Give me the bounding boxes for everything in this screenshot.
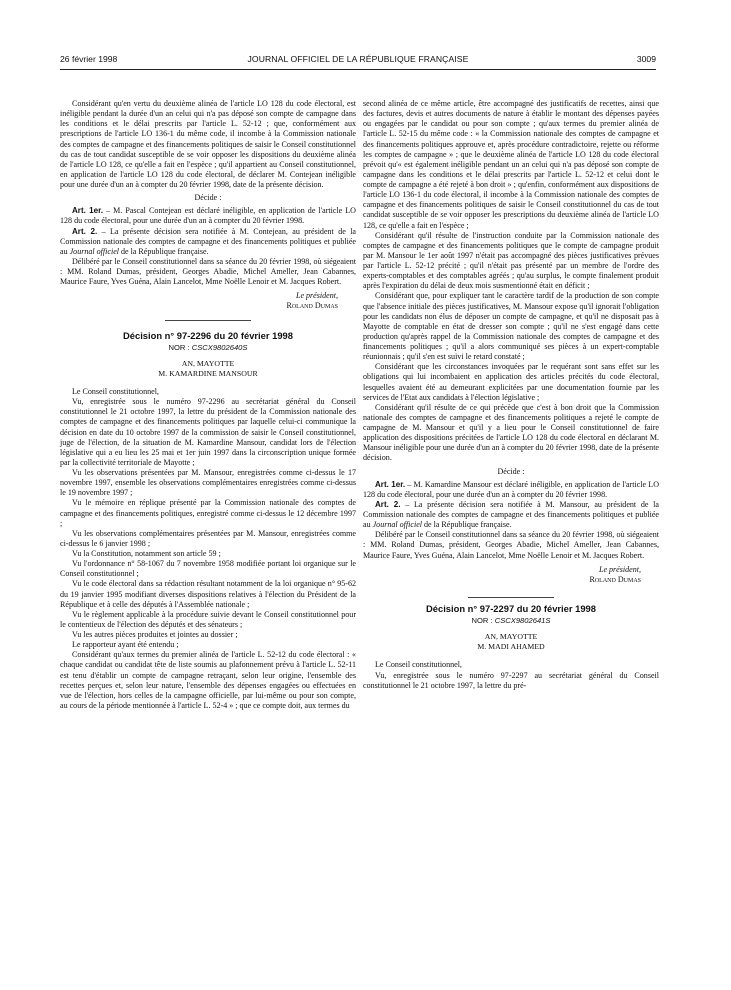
header-rule [60, 69, 656, 70]
paragraph: second alinéa de ce même article, être accompagné des justificatifs de recettes, ainsi que des factures, devis et autres documents de nature à établir le montant des dépenses payées ou engagées par le candidat ou pour son compte ; qu'aux termes du premier alinéa de l'article L. 52-15 du même code : « la Commission nationale des comptes de campagne et des financements politiques approuve et, après procédure contradictoire, rejette ou réforme les comptes de campagne » ; que le deuxième alinéa de l'article LO 128 du code électoral prévoit qu'« est également inéligible pendant un an celui qui n'a pas déposé son compte de campagne dans les conditions et le délai prescrits par l'article L. 52-12 et celui dont le compte de campagne a été rejeté à bon droit » ; qu'enfin, conformément aux dispositions de l'article LO 136-1 du code électoral, il incombe à la Commission nationale des comptes de campagne et des financements politiques de saisir le Conseil constitutionnel du cas de tout candidat susceptible de se voir opposer les prescriptions du deuxième alinéa de l'article LO 128, ce qu'elle a fait en l'espèce ; [363, 99, 659, 230]
article-text: – La présente décision sera notifiée à M. Mansour, au président de la Commission nationale des comptes de campagne et des financements politiques et publiée au [363, 499, 659, 530]
party-line: M. MADI AHAMED [477, 642, 545, 652]
paragraph: Le Conseil constitutionnel, [72, 387, 159, 396]
party-line: M. KAMARDINE MANSOUR [158, 368, 258, 378]
paragraph: Considérant que, pour expliquer tant le caractère tardif de la production de son compte que l'absence initiale des pièces justificatives, M. Mansour expose qu'il ignorait l'obligation pour les candidats non élus de déposer un compte de campagne, et qu'il ne disposait pas à Mayotte de comptable en état de dresser son compte ; qu'il ne s'est engagé dans cette production qu'après rappel de la Commission nationale des comptes de campagne et des financements politiques ; qu'il a alors communiqué ses pièces à un expert-comptable réunionnais ; qu'il s'en est suivi le retard constaté ; [363, 291, 659, 362]
deliberation: Délibéré par le Conseil constitutionnel dans sa séance du 20 février 1998, où siégeaient : MM. Roland Dumas, président, Georges Abadie, Michel Ameller, Jean Cabannes, Maurice Faure, Yves Guéna, Alain Lancelot, Mme Noëlle Lenoir et M. Jacques Robert. [363, 530, 659, 560]
article-1 [363, 480, 659, 500]
journal-name: Journal officiel [69, 246, 119, 256]
section-divider [468, 597, 554, 598]
paragraph: Vu, enregistrée sous le numéro 97-2297 au secrétariat général du Conseil constitutionnel le 21 octobre 1997, la lettre du pré- [363, 670, 659, 690]
header-date: 26 février 1998 [60, 54, 118, 64]
nor-code: CSCX9802640S [191, 342, 248, 352]
journal-name: Journal officiel [372, 520, 422, 530]
article-label: Art. 2. [72, 226, 98, 236]
paragraph: Considérant qu'en vertu du deuxième alinéa de l'article LO 128 du code électoral, est inéligible pendant la durée d'un an celui qui n'a pas déposé son compte de campagne dans les conditions et le délai prescrits par l'article L. 52-12 ; que, conformément aux prescriptions de l'article LO 136-1 du même code, il incombe à la Commission nationale des comptes de campagne et des financements politiques de saisir le Conseil constitutionnel du cas de tout candidat susceptible de se voir opposer les dispositions du deuxième alinéa de l'article LO 128, ce qu'elle a fait en l'espèce ; qu'il appartient au Conseil constitutionnel, en application de l'article LO 128 du code électoral, de déclarer M. Contejean inéligible pour une durée d'un an à compter du 20 février 1998, date de la présente décision. [60, 99, 356, 189]
header-journal-title: JOURNAL OFFICIEL DE LA RÉPUBLIQUE FRANÇAISE [247, 54, 469, 64]
paragraph: Considérant qu'il résulte de ce qui précède que c'est à bon droit que la Commission nationale des comptes de campagne et des financements politiques a rejeté le compte de campagne de M. Mansour et qu'il y a lieu pour le Conseil constitutionnel de faire application des dispositions précitées de l'article LO 128 du code électoral en déclarant M. Mansour inéligible pour une durée d'un an à compter du 20 février 1998, date de la présente décision. [363, 402, 659, 463]
article-label: Art. 1er. [375, 479, 406, 489]
article-text: – M. Pascal Contejean est déclaré inéligible, en application de l'article LO 128 du code électoral, pour une durée d'un an à compter du 20 février 1998. [60, 206, 356, 226]
right-column [363, 99, 659, 691]
paragraph: Considérant qu'il résulte de l'instruction conduite par la Commission nationale des comptes de campagne et des financements politiques que le compte de campagne produit par M. Mansour le 1er août 1997 n'était pas accompagné des pièces justificatives prévues par l'article L. 52-12 précité ; qu'il n'était pas présenté par un membre de l'ordre des experts-comptables et des comptables agréés ; qu'au surplus, le compte finalement produit après l'expiration du délai de deux mois susmentionné était en déficit ; [363, 230, 659, 291]
paragraph: Vu l'ordonnance n° 58-1067 du 7 novembre 1958 modifiée portant loi organique sur le Conseil constitutionnel ; [60, 559, 356, 579]
paragraph: Vu le mémoire en réplique présenté par la Commission nationale des comptes de campagne et des financements politiques, enregistré comme ci-dessus le 12 décembre 1997 ; [60, 498, 356, 528]
deliberation: Délibéré par le Conseil constitutionnel dans sa séance du 20 février 1998, où siégeaient : MM. Roland Dumas, président, Georges Abadie, Michel Ameller, Jean Cabannes, Maurice Faure, Yves Guéna, Alain Lancelot, Mme Noëlle Lenoir et M. Jacques Robert. [60, 256, 356, 287]
nor-label: NOR : [168, 342, 192, 352]
article-text: – La présente décision sera notifiée à M. Contejean, au président de la Commission nationale des comptes de campagne et des financements politiques et publiée au [60, 226, 356, 256]
decide-heading: Décide : [497, 466, 525, 476]
signature-title: Le président, [295, 291, 338, 301]
nor-reference [60, 343, 356, 353]
article-text: de la République française. [119, 246, 209, 256]
signature-title: Le président, [598, 564, 641, 574]
paragraph: Vu la Constitution, notamment son article 59 ; [72, 549, 221, 558]
decision-title: Décision n° 97-2296 du 20 février 1998 [123, 329, 293, 341]
article-2 [60, 227, 356, 257]
spacer [363, 652, 659, 660]
nor-reference [363, 616, 659, 626]
paragraph: Vu, enregistrée sous le numéro 97-2296 au secrétariat général du Conseil constitutionnel le 21 octobre 1997, la lettre du président de la Commission nationale des comptes de campagne et des financements politiques par laquelle celui-ci communique la décision en date du 10 octobre 1997 de la commission de saisir le Conseil constitutionnel, juge de l'élection, de la situation de M. Kamardine Mansour, candidat lors de l'élection législative qui a eu lieu les 25 mai et 1er juin 1997 dans la circonscription unique formée par la collectivité territoriale de Mayotte ; [60, 397, 356, 467]
paragraph: Le rapporteur ayant été entendu ; [72, 640, 179, 650]
decision-title: Décision n° 97-2297 du 20 février 1998 [426, 602, 596, 614]
party-line: AN, MAYOTTE [484, 632, 538, 642]
paragraph: Vu les autres pièces produites et jointes au dossier ; [72, 630, 238, 639]
paragraph: Considérant que les circonstances invoquées par le requérant sont sans effet sur les obligations qui lui incombaient en application des articles précités du code électoral, lesquelles avaient été au demeurant explicitées par une documentation fournie par les services de l'Etat aux candidats à l'élection législative ; [363, 362, 659, 402]
nor-code: CSCX9802641S [494, 616, 551, 625]
paragraph: Vu les observations complémentaires présentées par M. Mansour, enregistrées comme ci-dessus le 6 janvier 1998 ; [60, 528, 356, 548]
article-2 [363, 500, 659, 530]
article-label: Art. 1er. [72, 206, 104, 216]
paragraph: Le Conseil constitutionnel, [375, 660, 462, 670]
party-line: AN, MAYOTTE [181, 358, 235, 368]
article-1 [60, 206, 356, 226]
spacer [60, 379, 356, 387]
section-divider [165, 320, 251, 321]
decide-heading: Décide : [194, 193, 222, 203]
nor-label: NOR : [471, 616, 495, 625]
paragraph: Considérant qu'aux termes du premier alinéa de l'article L. 52-12 du code électoral : « chaque candidat ou candidat tête de liste soumis au plafonnement prévu à l'article L. 52-11 est tenu d'établir un compte de campagne retraçant, selon leur origine, l'ensemble des recettes perçues et, selon leur nature, l'ensemble des dépenses engagées ou effectuées en vue de l'élection, hors celles de la campagne officielle, par lui-même ou pour son compte, au cours de la période mentionnée à l'article L. 52-4 » ; que ce compte doit, aux termes du [60, 650, 356, 710]
paragraph: Vu le règlement applicable à la procédure suivie devant le Conseil constitutionnel pour le contentieux de l'élection des députés et des sénateurs ; [60, 609, 356, 629]
signature-name: Roland Dumas [589, 574, 641, 584]
paragraph: Vu le code électoral dans sa rédaction résultant notamment de la loi organique n° 95-62 du 19 janvier 1995 modifiant diverses dispositions relatives à l'élection du Président de la République et à celle des députés à l'Assemblée nationale ; [60, 579, 356, 609]
left-column [60, 99, 356, 711]
page-header [60, 54, 656, 68]
article-text: – M. Kamardine Mansour est déclaré inéligible, en application de l'article LO 128 du code électoral, pour une durée d'un an à compter du 20 février 1998. [363, 479, 659, 499]
article-label: Art. 2. [375, 499, 401, 509]
paragraph: Vu les observations présentées par M. Mansour, enregistrées comme ci-dessus le 17 novembre 1997, ensemble les observations complémentaires enregistrées comme ci-dessus le 19 novembre 1997 ; [60, 468, 356, 498]
signature-name: Roland Dumas [286, 301, 338, 311]
article-text: de la République française. [422, 520, 512, 530]
header-page-number: 3009 [636, 54, 656, 64]
